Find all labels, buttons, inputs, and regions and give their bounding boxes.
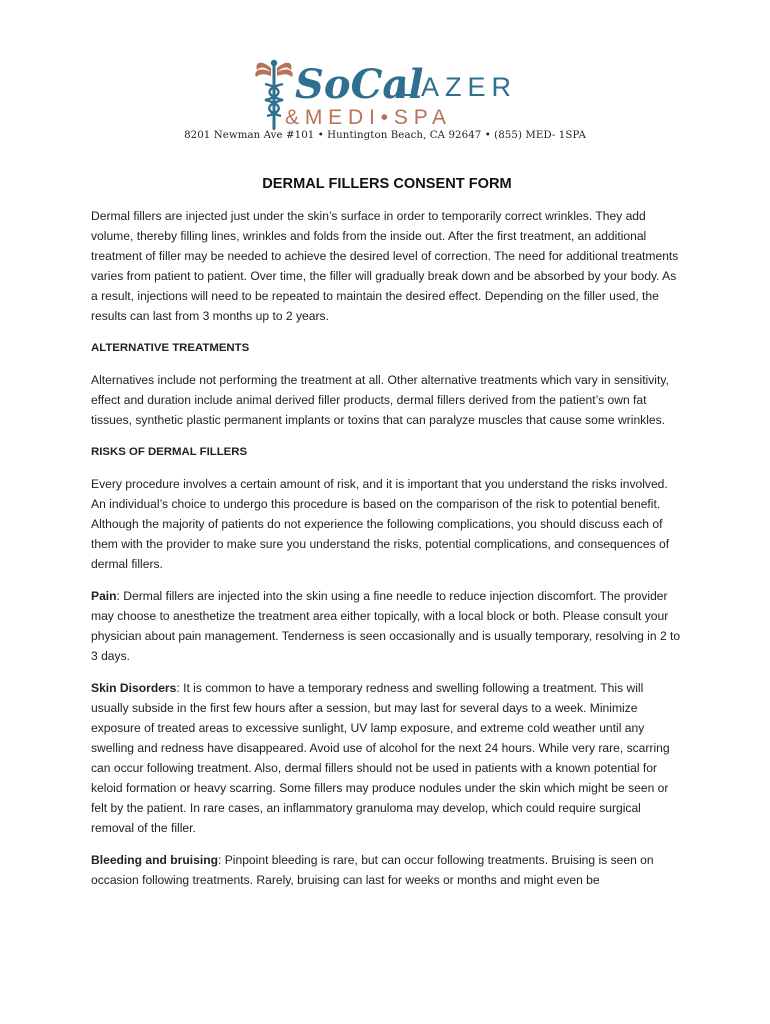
risks-heading: RISKS OF DERMAL FILLERS <box>91 446 248 458</box>
risk-item-bleeding-bruising <box>91 850 683 890</box>
risk-term: Skin Disorders <box>91 681 177 695</box>
logo-script-text: SoCal <box>295 61 424 108</box>
address-line: 8201 Newman Ave #101 • Huntington Beach, CA 92647 • (855) MED- 1SPA <box>184 130 586 141</box>
intro-paragraph: Dermal fillers are injected just under the skin’s surface in order to temporarily correct wrinkles. They add volume, thereby filling lines, wrinkles and folds from the inside out. After the first treatment, an additional treatment of filler may be needed to achieve the desired level of correction. The need for additional treatments varies from patient to patient. Over time, the filler will gradually break down and be absorbed by your body. As a result, injections will need to be repeated to maintain the desired effect. Depending on the filler used, the results can last from 3 months up to 2 years. <box>91 209 679 323</box>
alternatives-paragraph: Alternatives include not performing the treatment at all. Other alternative treatments which vary in sensitivity, effect and duration include animal derived filler products, dermal fillers derived from the patient’s own fat tissues, synthetic plastic permanent implants or toxins that can paralyze muscles that cause some wrinkles. <box>91 373 669 427</box>
logo-lazer-text: LAZER <box>400 72 518 102</box>
logo-medispa-text: & M E D I • S P A <box>285 106 447 129</box>
risk-item-pain <box>91 586 683 666</box>
consent-document <box>91 176 683 902</box>
risk-text: : Dermal fillers are injected into the skin using a fine needle to reduce injection discomfort. The provider may choose to anesthetize the treatment area either topically, with a local block or both. Please consult your physician about pain management. Tenderness is seen occasionally and is usually temporary, resolving in 2 to 3 days. <box>91 589 681 663</box>
logo-graphic <box>253 54 523 136</box>
risk-text: : Pinpoint bleeding is rare, but can occur following treatments. Bruising is seen on occasion following treatments. Rarely, bruising can last for weeks or months and might even be <box>91 853 654 887</box>
spa-logo <box>253 54 523 136</box>
risk-item-skin-disorders <box>91 678 683 838</box>
risk-term: Pain <box>91 589 117 603</box>
form-title: DERMAL FILLERS CONSENT FORM <box>262 176 512 192</box>
alternatives-heading: ALTERNATIVE TREATMENTS <box>91 342 250 354</box>
risk-term: Bleeding and bruising <box>91 853 218 867</box>
risk-text: : It is common to have a temporary redness and swelling following a treatment. This will usually subside in the first few hours after a session, but may last for several days to a week. Minimize exposure of treated areas to excessive sunlight, UV lamp exposure, and extreme cold weather until any swelling and redness have disappeared. Avoid use of alcohol for the next 24 hours. While very rare, scarring can occur following treatment. Also, dermal fillers should not be used in patients with a known potential for keloid formation or heavy scarring. Some fillers may produce nodules under the skin which might be seen or felt by the patient. In rare cases, an inflammatory granuloma may develop, which could require surgical removal of the filler. <box>91 681 670 835</box>
risks-paragraph: Every procedure involves a certain amount of risk, and it is important that you understand the risks involved. An individual’s choice to undergo this procedure is based on the comparison of the risk to potential benefit. Although the majority of patients do not experience the following complications, you should discuss each of them with the provider to make sure you understand the risks, potential complications, and consequences of dermal fillers. <box>91 477 670 571</box>
